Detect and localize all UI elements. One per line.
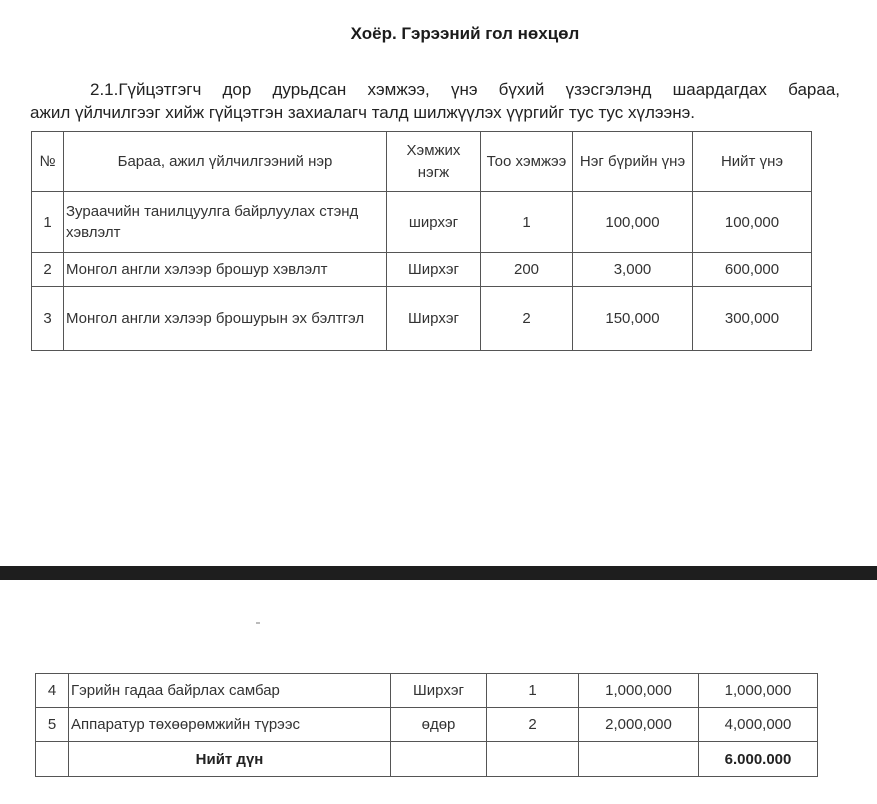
table-header-row xyxy=(32,132,812,192)
cell-name: Гэрийн гадаа байрлах самбар xyxy=(69,674,391,708)
cell-unit: өдөр xyxy=(391,708,487,742)
table-row xyxy=(32,287,812,351)
cell-total: 1,000,000 xyxy=(699,674,818,708)
table-row xyxy=(32,192,812,253)
cell-empty xyxy=(36,742,69,777)
cell-total: 300,000 xyxy=(693,287,812,351)
cell-unit: Ширхэг xyxy=(387,253,481,287)
cell-unit-price: 1,000,000 xyxy=(579,674,699,708)
grand-total-label: Нийт дүн xyxy=(69,742,391,777)
cell-qty: 1 xyxy=(487,674,579,708)
cell-name: Монгол англи хэлээр брошурын эх бэлтгэл xyxy=(64,287,387,351)
header-name: Бараа, ажил үйлчилгээний нэр xyxy=(64,132,387,192)
table-row xyxy=(36,674,818,708)
cell-unit-price: 100,000 xyxy=(573,192,693,253)
intro-line-2: ажил үйлчилгээг хийж гүйцэтгэн захиалагч талд шилжүүлэх үүргийг тус тус хүлээнэ. xyxy=(30,103,696,122)
header-no: № xyxy=(32,132,64,192)
table-row xyxy=(36,708,818,742)
cell-empty xyxy=(579,742,699,777)
cell-empty xyxy=(487,742,579,777)
cell-name: Зураачийн танилцуулга байрлуулах стэнд хэвлэлт xyxy=(64,192,387,253)
cell-unit-price: 150,000 xyxy=(573,287,693,351)
header-qty: Тоо хэмжээ xyxy=(481,132,573,192)
cell-no: 1 xyxy=(32,192,64,253)
cell-qty: 200 xyxy=(481,253,573,287)
header-unit-price: Нэг бүрийн үнэ xyxy=(573,132,693,192)
items-table-page-2 xyxy=(35,673,818,777)
cell-unit: ширхэг xyxy=(387,192,481,253)
cell-no: 3 xyxy=(32,287,64,351)
cell-no: 5 xyxy=(36,708,69,742)
scan-speck xyxy=(256,622,260,624)
cell-total: 100,000 xyxy=(693,192,812,253)
cell-name: Монгол англи хэлээр брошур хэвлэлт xyxy=(64,253,387,287)
grand-total-row xyxy=(36,742,818,777)
intro-paragraph xyxy=(30,78,840,124)
cell-qty: 2 xyxy=(487,708,579,742)
cell-empty xyxy=(391,742,487,777)
cell-unit-price: 3,000 xyxy=(573,253,693,287)
header-total: Нийт үнэ xyxy=(693,132,812,192)
cell-name: Аппаратур төхөөрөмжийн түрээс xyxy=(69,708,391,742)
cell-qty: 2 xyxy=(481,287,573,351)
page-break-divider xyxy=(0,566,877,580)
cell-total: 4,000,000 xyxy=(699,708,818,742)
intro-line-1: 2.1.Гүйцэтгэгч дор дурьдсан хэмжээ, үнэ бүхий үзэсгэлэнд шаардагдах бараа, xyxy=(90,80,840,99)
cell-total: 600,000 xyxy=(693,253,812,287)
cell-unit: Ширхэг xyxy=(387,287,481,351)
cell-no: 4 xyxy=(36,674,69,708)
grand-total-value: 6.000.000 xyxy=(699,742,818,777)
header-unit: Хэмжих нэгж xyxy=(387,132,481,192)
table-row xyxy=(32,253,812,287)
section-heading: Хоёр. Гэрээний гол нөхцөл xyxy=(350,24,580,43)
items-table-page-1 xyxy=(31,131,812,351)
cell-unit-price: 2,000,000 xyxy=(579,708,699,742)
cell-unit: Ширхэг xyxy=(391,674,487,708)
cell-qty: 1 xyxy=(481,192,573,253)
cell-no: 2 xyxy=(32,253,64,287)
